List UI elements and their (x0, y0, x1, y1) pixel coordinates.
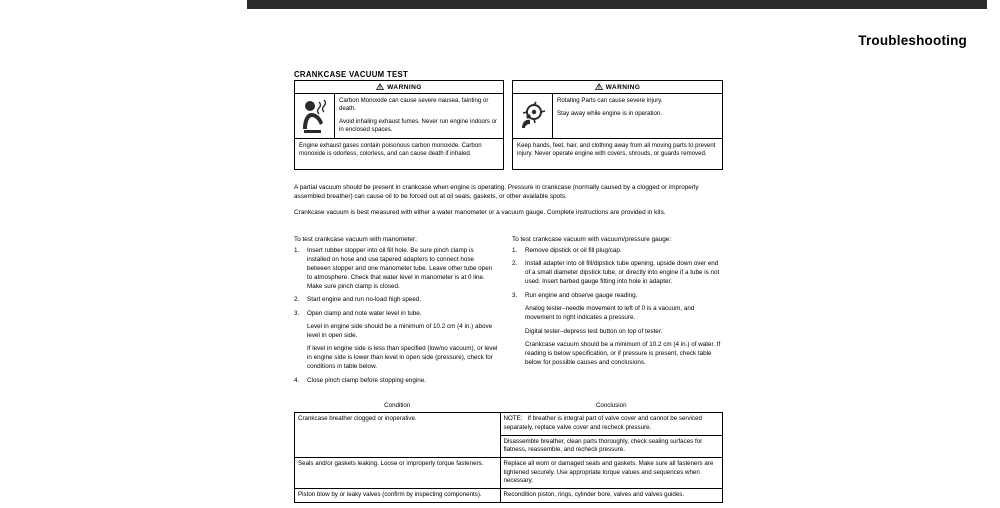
warning-footer: Engine exhaust gases contain poisonous carbon monoxide. Carbon monoxide is odorless, colorless, and can cause death if inhaled. (295, 138, 503, 161)
cell-condition: Seals and/or gaskets leaking. Loose or improperly torque fasteners. (295, 458, 501, 489)
left-procedure-list (294, 247, 498, 390)
warning-triangle-icon (595, 83, 603, 92)
warning-body (295, 94, 503, 138)
warning-label: WARNING (387, 83, 422, 91)
step-note: Digital tester–depress test button on top of tester. (525, 327, 663, 335)
warning-line: Carbon Monoxide can cause severe nausea, fainting or death. (339, 97, 489, 113)
document-page (247, 9, 987, 508)
step-text: Close pinch clamp before stopping engine. (307, 376, 427, 384)
cell-condition: Crankcase breather clogged or inoperative. (295, 413, 501, 458)
cell-conclusion: Recondition piston, rings, cylinder bore, valves and valves guides. (500, 489, 722, 503)
warning-body (513, 94, 722, 138)
step-note: Analog tester–needle movement to left of 0 is a vacuum, and movement to right indicates a pressure. (525, 305, 695, 322)
list-item (294, 377, 498, 386)
step-number: 1. (512, 247, 518, 254)
carbon-monoxide-person-icon (295, 94, 335, 138)
warning-label: WARNING (605, 83, 641, 91)
warning-text-list (335, 94, 503, 138)
step-text: Insert rubber stopper into oil fill hole. Be sure pinch clamp is installed on hose and use tapered adapters to connect hose between stopper and one manometer tube. Leave other tube open to atmosphere. Check that water level in manometer is at 0 line. Make sure pinch clamp is closed. (307, 247, 493, 290)
viewer-right-gutter (987, 0, 1000, 508)
cell-condition: Piston blow by or leaky valves (confirm by inspecting components). (295, 489, 501, 503)
warning-footer: Keep hands, feet, hair, and clothing away from all moving parts to prevent injury. Never operate engine with covers, shrouds, or guards removed. (513, 138, 722, 161)
step-text: Open clamp and note water level in tube. (307, 309, 422, 317)
step-note: Crankcase vacuum should be a minimum of 10.2 cm (4 in.) of water. If reading is below specification, or if pressure is present, check table below for possible causes and conclusions. (525, 341, 721, 366)
list-item (294, 296, 498, 305)
cell-conclusion (500, 413, 722, 436)
warning-line: Stay away while engine is in operation. (557, 110, 663, 118)
section-title: CRANKCASE VACUUM TEST (294, 70, 409, 79)
step-number: 3. (294, 309, 300, 317)
warning-box-carbon-monoxide (294, 80, 504, 170)
list-item (294, 247, 498, 292)
list-item (294, 310, 498, 319)
rotating-parts-hand-icon (513, 94, 553, 138)
viewer-top-bar (247, 0, 987, 9)
column-header-conclusion: Conclusion (500, 401, 722, 413)
warning-title (295, 81, 503, 94)
step-number: 4. (294, 376, 300, 384)
warning-box-rotating-parts (512, 80, 723, 170)
table-row (295, 489, 723, 503)
step-text: Start engine and run no-load high speed. (307, 296, 422, 304)
warning-title (513, 81, 722, 94)
cell-conclusion: Replace all worn or damaged seals and gaskets. Make sure all fasteners are tightened securely. Use appropriate torque values and sequences when necessary. (500, 458, 722, 489)
step-note: If level in engine side is less than specified (low/no vacuum), or level in engine side is lower than level in open side (pressure), check for conditions in table below. (307, 345, 498, 371)
table-row (295, 413, 723, 436)
step-number: 3. (512, 291, 518, 299)
viewer-left-gutter (0, 0, 247, 508)
warning-triangle-icon (376, 83, 384, 92)
warning-line: Rotating Parts can cause severe injury. (557, 97, 663, 104)
list-item (512, 260, 722, 287)
page-title: Troubleshooting (858, 33, 967, 48)
step-note: Level in engine side should be a minimum of 10.2 cm (4 in.) above level in open side. (307, 323, 493, 339)
note-text: If breather is integral part of valve cover and cannot be serviced separately, replace valve cover and recheck pressure. (503, 415, 702, 431)
intro-paragraph-2: Crankcase vacuum is best measured with either a water manometer or a vacuum gauge. Complete instructions are provided in kits. (294, 209, 666, 216)
table-row (295, 458, 723, 489)
intro-paragraph-1: A partial vacuum should be present in crankcase when engine is operating. Pressure in crankcase (normally caused by a clogged or improperly assembled breather) can cause oil to be forced out at oil seals, gaskets, or other available spots. (294, 184, 699, 201)
right-procedure-list (512, 247, 722, 372)
step-number: 2. (294, 296, 300, 304)
right-column-heading: To test crankcase vacuum with vacuum/pressure gauge: (512, 236, 672, 243)
step-number: 1. (294, 247, 300, 254)
list-item (512, 247, 722, 256)
column-header-condition: Condition (295, 401, 501, 413)
step-text: Install adapter into oil fill/dipstick tube opening, upside down over end of a small diameter dipstick tube, or directly into engine if a tube is not used. Insert barbed gauge fitting into hole in adapter. (525, 260, 720, 286)
warning-text-list (553, 94, 722, 138)
note-label: NOTE: (503, 415, 523, 423)
step-number: 2. (512, 260, 518, 268)
condition-conclusion-table (294, 401, 723, 503)
step-text: Run engine and observe gauge reading. (525, 291, 638, 299)
list-item (512, 292, 722, 301)
warning-line: Avoid inhaling exhaust fumes. Never run engine indoors or in enclosed spaces. (339, 118, 498, 134)
step-text: Remove dipstick or oil fill plug/cap. (525, 247, 622, 254)
cell-conclusion: Disassemble breather, clean parts thoroughly, check sealing surfaces for flatness, reassemble, and recheck pressure. (500, 435, 722, 458)
left-column-heading: To test crankcase vacuum with manometer: (294, 236, 417, 243)
table-header-row (295, 401, 723, 413)
